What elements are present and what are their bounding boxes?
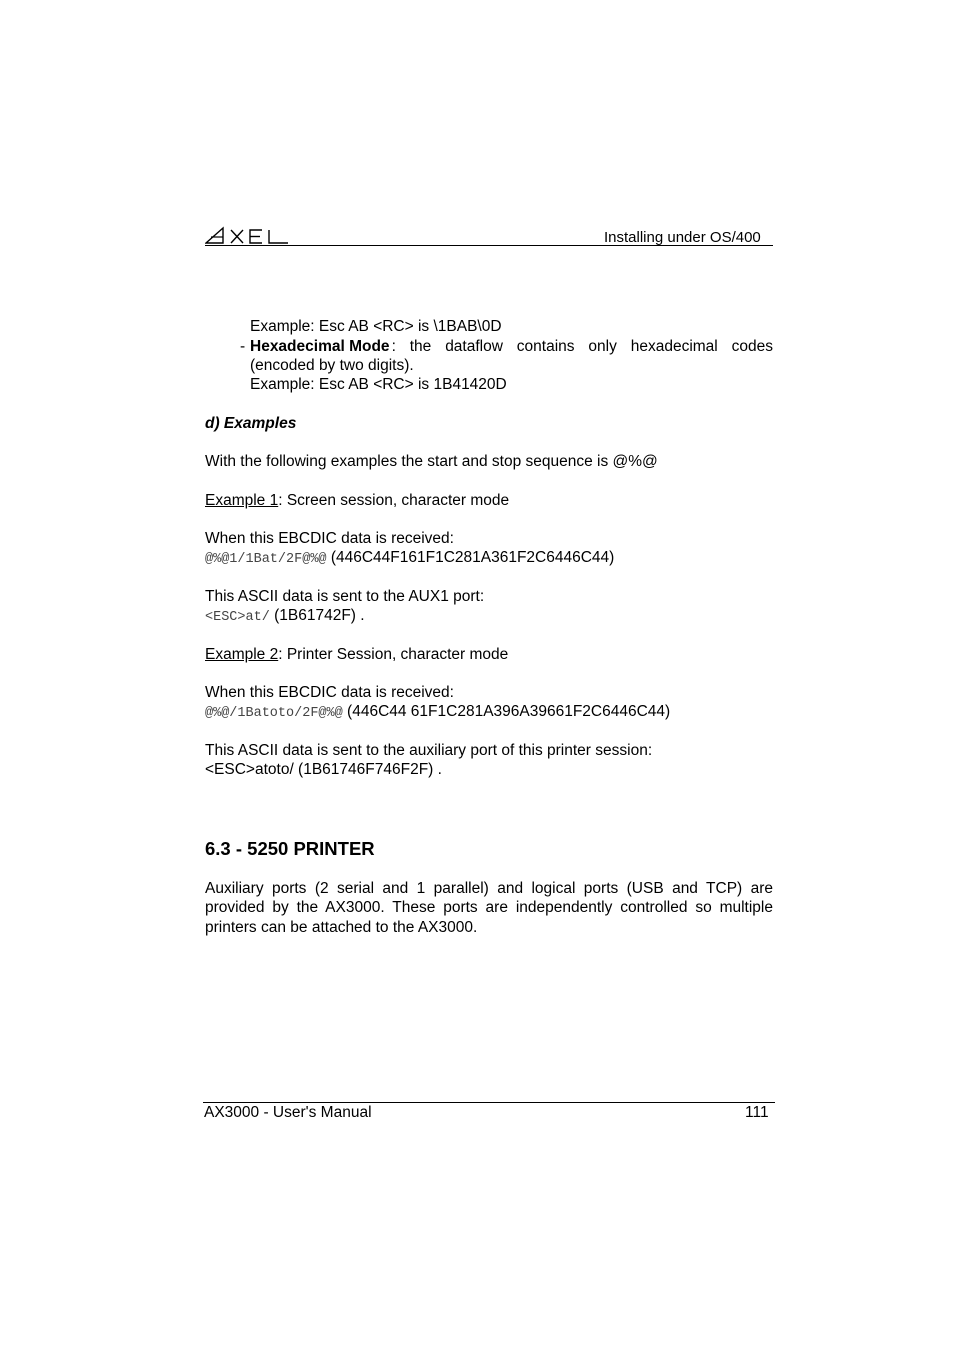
examples-intro: With the following examples the start and stop sequence is @%@ xyxy=(205,453,658,470)
hex-desc-word: hexadecimal xyxy=(630,338,718,355)
example1-received-hex: (446C44F161F1C281A361F2C6446C44) xyxy=(326,549,615,566)
section-title: 6.3 - 5250 PRINTER xyxy=(205,838,375,859)
example1-sent-hex: (1B61742F) . xyxy=(269,607,365,624)
section-para-line2: provided by the AX3000. These ports are independently controlled so multiple xyxy=(205,899,773,916)
example2-received-hex: (446C44 61F1C281A396A39661F2C6446C44) xyxy=(342,703,671,720)
example1-title xyxy=(205,492,509,510)
footer-divider xyxy=(203,1102,775,1103)
hex-mode-label: Hexadecimal Mode xyxy=(250,338,390,355)
example1-received-label: When this EBCDIC data is received: xyxy=(205,530,454,547)
example2-title xyxy=(205,646,508,664)
hex-mode-line xyxy=(250,338,773,356)
header-section-title: Installing under OS/400 xyxy=(604,229,761,246)
hex-mode-desc-line2: (encoded by two digits). xyxy=(250,357,414,374)
example1-sent-line xyxy=(205,607,365,625)
example1-label: Example 1 xyxy=(205,492,279,509)
axel-logo xyxy=(205,226,289,244)
example2-sent-label: This ASCII data is sent to the auxiliary port of this printer session: xyxy=(205,742,653,759)
example2-received-label: When this EBCDIC data is received: xyxy=(205,684,454,701)
hex-desc-word: only xyxy=(588,338,617,355)
section-para-line1: Auxiliary ports (2 serial and 1 parallel) and logical ports (USB and TCP) are xyxy=(205,880,773,897)
example2-received-code: @%@/1Batoto/2F@%@ xyxy=(205,706,343,721)
example2-desc: : Printer Session, character mode xyxy=(278,646,509,663)
section-para-line3: printers can be attached to the AX3000. xyxy=(205,919,478,936)
list-bullet-dash: - xyxy=(240,338,246,355)
example1-received-code: @%@1/1Bat/2F@%@ xyxy=(205,552,327,567)
examples-heading: d) Examples xyxy=(205,415,297,432)
hex-mode-description xyxy=(390,338,773,356)
footer-manual-title: AX3000 - User's Manual xyxy=(204,1104,372,1121)
hex-desc-word: the xyxy=(409,338,432,355)
example2-received-line xyxy=(205,703,670,721)
header-divider xyxy=(205,245,773,246)
hex-desc-word: : xyxy=(391,338,396,355)
hex-desc-word: codes xyxy=(731,338,773,355)
hex-mode-example: Example: Esc AB <RC> is 1B41420D xyxy=(250,376,507,393)
example1-desc: : Screen session, character mode xyxy=(278,492,510,509)
hex-desc-word: contains xyxy=(516,338,575,355)
example1-sent-label: This ASCII data is sent to the AUX1 port: xyxy=(205,588,485,605)
example2-sent-line: <ESC>atoto/ (1B61746F746F2F) . xyxy=(205,761,442,778)
example-previous-mode: Example: Esc AB <RC> is \1BAB\0D xyxy=(250,318,502,335)
example1-received-line xyxy=(205,549,614,567)
hex-desc-word: dataflow xyxy=(445,338,503,355)
example1-sent-code: <ESC>at/ xyxy=(205,610,270,625)
footer-page-number: 111 xyxy=(745,1104,769,1121)
example2-label: Example 2 xyxy=(205,646,279,663)
